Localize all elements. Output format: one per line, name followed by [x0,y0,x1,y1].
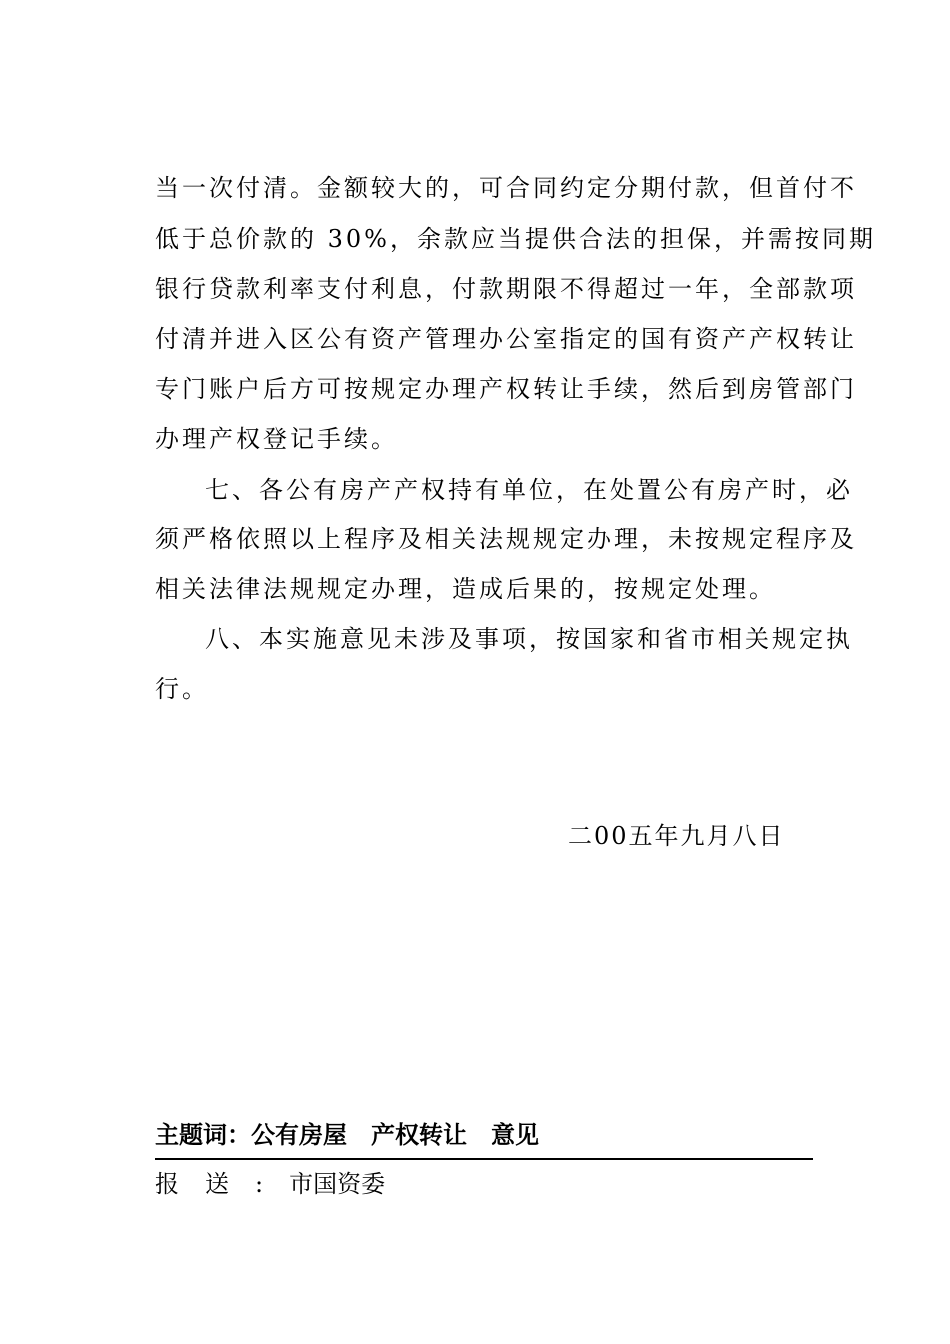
body-line: 低于总价款的 30%，余款应当提供合法的担保，并需按同期 [155,225,876,253]
divider-line [155,1158,813,1160]
body-line: 须严格依照以上程序及相关法规规定办理，未按规定程序及 [155,525,857,553]
body-line: 办理产权登记手续。 [155,425,398,453]
cc-recipient: 市国资委 [289,1170,386,1198]
subject-keyword: 公有房屋 [251,1121,347,1149]
cc-line [155,1169,385,1199]
cc-label: 报送: [155,1170,290,1198]
body-line: 相关法律法规规定办理，造成后果的，按规定处理。 [155,575,776,603]
body-line: 当一次付清。金额较大的，可合同约定分期付款，但首付不 [155,174,857,202]
document-date: 二00五年九月八日 [568,822,785,850]
body-line: 付清并进入区公有资产管理办公室指定的国有资产产权转让 [155,325,857,353]
subject-keyword: 意见 [491,1121,539,1149]
body-line: 银行贷款利率支付利息，付款期限不得超过一年，全部款项 [155,275,857,303]
subject-keyword: 产权转让 [371,1121,467,1149]
paragraph-7-first-line: 七、各公有房产产权持有单位，在处置公有房产时，必 [205,476,853,504]
paragraph-8-first-line: 八、本实施意见未涉及事项，按国家和省市相关规定执 [205,625,853,653]
body-line: 专门账户后方可按规定办理产权转让手续，然后到房管部门 [155,375,857,403]
subject-keywords [155,1120,539,1150]
subject-label: 主题词： [155,1121,251,1149]
body-line: 行。 [155,675,209,703]
